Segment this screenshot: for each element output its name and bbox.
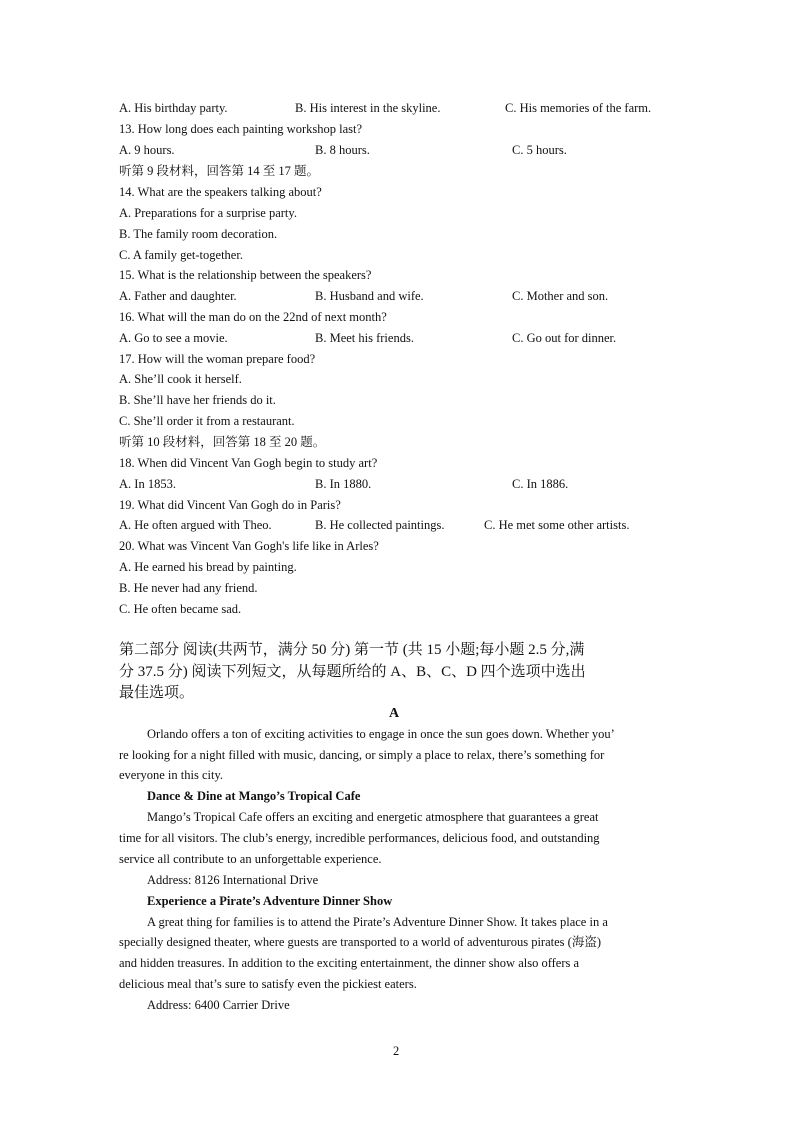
q13-option-b: B. 8 hours.: [315, 143, 370, 157]
q14-option-c: C. A family get-together.: [119, 248, 243, 262]
pirates-line-2: specially designed theater, where guests are transported to a world of adventurous pirates (海盗): [119, 935, 601, 949]
q17-option-c: C. She’ll order it from a restaurant.: [119, 414, 295, 428]
heading-mangos: Dance & Dine at Mango’s Tropical Cafe: [147, 789, 361, 803]
question-16: 16. What will the man do on the 22nd of next month?: [119, 310, 387, 324]
q16-option-a: A. Go to see a movie.: [119, 331, 228, 345]
mangos-address: Address: 8126 International Drive: [147, 873, 319, 887]
intro-line-2: re looking for a night filled with music, dancing, or simply a place to relax, there’s something for: [119, 748, 605, 762]
q19-option-b: B. He collected paintings.: [315, 518, 445, 532]
q12-option-b: B. His interest in the skyline.: [295, 101, 441, 115]
q12-option-a: A. His birthday party.: [119, 101, 228, 115]
q18-option-a: A. In 1853.: [119, 477, 176, 491]
q18-option-c: C. In 1886.: [512, 477, 569, 491]
q20-option-b: B. He never had any friend.: [119, 581, 258, 595]
q13-option-c: C. 5 hours.: [512, 143, 567, 157]
q17-option-b: B. She’ll have her friends do it.: [119, 393, 276, 407]
section2-heading-line2: 分 37.5 分) 阅读下列短文，从每题所给的 A、B、C、D 四个选项中选出: [119, 664, 586, 680]
q14-option-a: A. Preparations for a surprise party.: [119, 206, 297, 220]
q16-option-c: C. Go out for dinner.: [512, 331, 617, 345]
q19-option-c: C. He met some other artists.: [484, 518, 630, 532]
q14-option-b: B. The family room decoration.: [119, 227, 278, 241]
section2-heading-line1: 第二部分 阅读(共两节，满分 50 分) 第一节 (共 15 小题;每小题 2.5 分,满: [119, 642, 585, 658]
q16-option-b: B. Meet his friends.: [315, 331, 414, 345]
section2-heading-line3: 最佳选项。: [119, 685, 195, 701]
q15-option-b: B. Husband and wife.: [315, 289, 424, 303]
mangos-line-1: Mango’s Tropical Cafe offers an exciting and energetic atmosphere that guarantees a great: [147, 810, 599, 824]
q19-option-a: A. He often argued with Theo.: [119, 518, 272, 532]
q17-option-a: A. She’ll cook it herself.: [119, 372, 242, 386]
page-number: 2: [393, 1044, 400, 1058]
question-15: 15. What is the relationship between the speakers?: [119, 268, 372, 282]
question-13: 13. How long does each painting workshop last?: [119, 122, 363, 136]
pirates-line-3: and hidden treasures. In addition to the exciting entertainment, the dinner show also offers a: [119, 956, 580, 970]
q15-option-c: C. Mother and son.: [512, 289, 609, 303]
instruction-passage-9: 听第 9 段材料，回答第 14 至 17 题。: [119, 164, 320, 178]
question-14: 14. What are the speakers talking about?: [119, 185, 322, 199]
pirates-line-4: delicious meal that’s sure to satisfy even the pickiest eaters.: [119, 977, 417, 991]
q20-option-a: A. He earned his bread by painting.: [119, 560, 297, 574]
q18-option-b: B. In 1880.: [315, 477, 372, 491]
intro-line-1: Orlando offers a ton of exciting activities to engage in once the sun goes down. Whether you’: [147, 727, 615, 741]
q12-option-c: C. His memories of the farm.: [505, 101, 652, 115]
q20-option-c: C. He often became sad.: [119, 602, 242, 616]
question-17: 17. How will the woman prepare food?: [119, 352, 316, 366]
mangos-line-2: time for all visitors. The club’s energy, incredible performances, delicious food, and outstanding: [119, 831, 600, 845]
question-20: 20. What was Vincent Van Gogh's life like in Arles?: [119, 539, 379, 553]
q13-option-a: A. 9 hours.: [119, 143, 175, 157]
pirates-line-1: A great thing for families is to attend the Pirate’s Adventure Dinner Show. It takes place in a: [147, 915, 608, 929]
intro-line-3: everyone in this city.: [119, 768, 224, 782]
heading-pirates: Experience a Pirate’s Adventure Dinner Show: [147, 894, 393, 908]
q15-option-a: A. Father and daughter.: [119, 289, 237, 303]
question-18: 18. When did Vincent Van Gogh begin to study art?: [119, 456, 378, 470]
pirates-address: Address: 6400 Carrier Drive: [147, 998, 290, 1012]
question-19: 19. What did Vincent Van Gogh do in Paris?: [119, 498, 341, 512]
mangos-line-3: service all contribute to an unforgettable experience.: [119, 852, 382, 866]
instruction-passage-10: 听第 10 段材料，回答第 18 至 20 题。: [119, 435, 326, 449]
passage-title: A: [389, 706, 400, 721]
